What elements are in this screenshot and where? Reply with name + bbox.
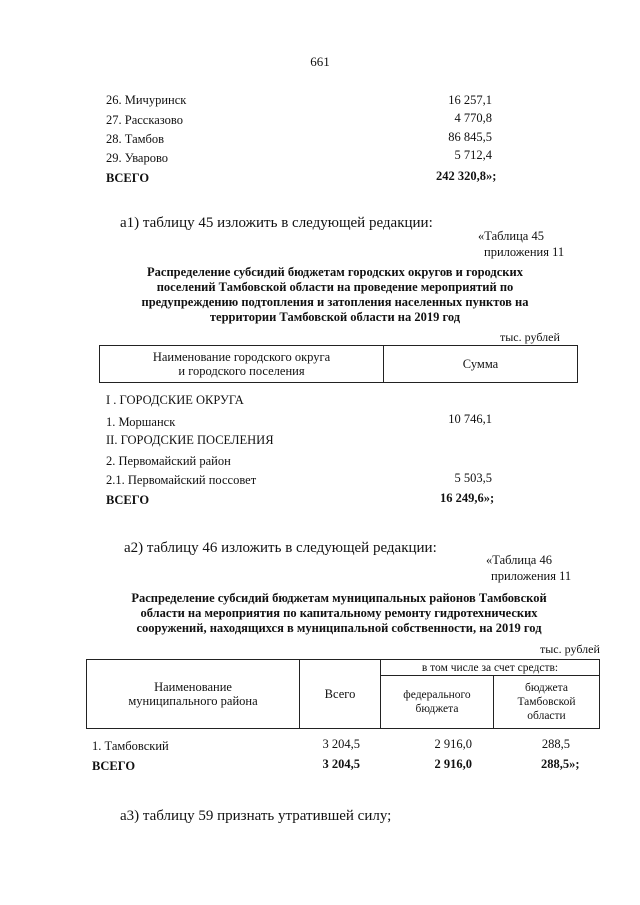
title-line: поселений Тамбовской области на проведение мероприятий по — [156, 280, 514, 294]
a2-unit: тыс. рублей — [540, 642, 600, 656]
page-number: 661 — [310, 54, 330, 69]
list-item-name: 27. Рассказово — [106, 113, 183, 127]
a3-instruction: а3) таблицу 59 признать утратившей силу; — [120, 808, 392, 824]
title-line: Распределение субсидий бюджетам городских округов и городских — [147, 265, 523, 279]
title-line: сооружений, находящихся в муниципальной собственности, на 2019 год — [136, 621, 542, 635]
a2-table-ref-appendix: приложения 11 — [491, 569, 572, 583]
header-name-cell — [100, 346, 384, 383]
title-line: предупреждению подтопления и затопления населенных пунктов на — [141, 295, 529, 309]
header-text: муниципального района — [128, 694, 258, 708]
table-row-regional: 288,5 — [541, 737, 570, 751]
a1-table-header — [99, 345, 578, 383]
total-label: ВСЕГО — [106, 493, 150, 507]
total-federal: 2 916,0 — [434, 757, 472, 771]
table-row-name: I . ГОРОДСКИЕ ОКРУГА — [106, 393, 244, 407]
total-value: 242 320,8»; — [436, 169, 497, 183]
table-row-total: 3 204,5 — [322, 737, 360, 751]
header-text: федерального — [403, 689, 471, 701]
header-federal-cell — [381, 676, 494, 729]
total-label: ВСЕГО — [106, 171, 150, 185]
a2-instruction: а2) таблицу 46 изложить в следующей редакции: — [124, 540, 437, 556]
header-regional-cell — [494, 676, 600, 729]
list-item-value: 4 770,8 — [454, 111, 492, 125]
table-row-name: 1. Моршанск — [106, 415, 176, 429]
a2-table-header — [86, 659, 600, 729]
header-text: Тамбовской области — [517, 696, 576, 722]
list-item-value: 5 712,4 — [454, 148, 492, 162]
a1-instruction: а1) таблицу 45 изложить в следующей редакции: — [120, 215, 433, 231]
total-total: 3 204,5 — [322, 757, 360, 771]
table-row-name: II. ГОРОДСКИЕ ПОСЕЛЕНИЯ — [106, 433, 274, 447]
a1-table-ref-appendix: приложения 11 — [484, 245, 565, 259]
list-item-name: 29. Уварово — [106, 151, 169, 165]
a2-table-ref: «Таблица 46 — [486, 553, 552, 567]
header-including-cell: в том числе за счет средств: — [381, 660, 600, 676]
list-item-name: 26. Мичуринск — [106, 93, 187, 107]
header-text: бюджета — [415, 703, 459, 715]
total-value: 16 249,6»; — [440, 491, 495, 505]
header-text: Наименование городского округа — [152, 350, 331, 364]
list-item-name: 28. Тамбов — [106, 132, 165, 146]
a1-unit: тыс. рублей — [500, 330, 560, 344]
header-text: Наименование — [154, 680, 232, 694]
list-item-value: 86 845,5 — [448, 130, 492, 144]
table-row-value: 10 746,1 — [448, 412, 492, 426]
title-line: области на мероприятия по капитальному ремонту гидротехнических — [140, 606, 538, 620]
header-total-cell: Всего — [300, 660, 381, 729]
table-row-name: 1. Тамбовский — [92, 739, 169, 753]
table-row-value: 5 503,5 — [454, 471, 492, 485]
table-row-name: 2. Первомайский район — [106, 454, 231, 468]
table-row-name: 2.1. Первомайский поссовет — [106, 473, 257, 487]
a1-table-title — [100, 265, 570, 325]
header-text: и городского поселения — [178, 364, 305, 378]
a1-table-ref: «Таблица 45 — [478, 229, 544, 243]
header-sum-cell: Сумма — [384, 346, 578, 383]
a2-table-title — [104, 591, 574, 636]
header-text: бюджета — [525, 682, 568, 694]
total-regional: 288,5»; — [541, 757, 580, 771]
header-name-cell — [87, 660, 300, 729]
title-line: Распределение субсидий бюджетам муниципальных районов Тамбовской — [131, 591, 547, 605]
total-label: ВСЕГО — [92, 759, 136, 773]
table-row-federal: 2 916,0 — [434, 737, 472, 751]
title-line: территории Тамбовской области на 2019 год — [209, 310, 461, 324]
list-item-value: 16 257,1 — [448, 93, 492, 107]
